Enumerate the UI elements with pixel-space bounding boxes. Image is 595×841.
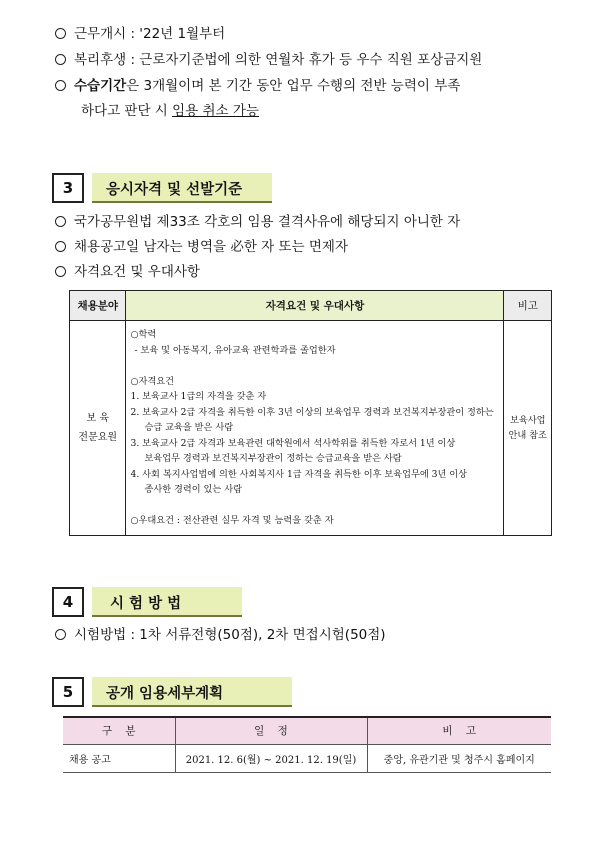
bullet-disqualification: 국가공무원법 제33조 각호의 임용 결격사유에 해당되지 아니한 자 xyxy=(55,213,460,231)
section-3-header xyxy=(52,173,272,203)
circle-bullet-icon xyxy=(55,28,66,39)
circle-bullet-icon xyxy=(55,241,66,252)
section-number: 3 xyxy=(52,173,84,203)
header-note: 비고 xyxy=(504,291,552,321)
bullet-probation: 수습기간은 3개월이며 본 기간 동안 업무 수행의 전반 능력이 부족 xyxy=(55,77,460,95)
section-title: 응시자격 및 선발기준 xyxy=(106,182,243,198)
header-requirements: 자격요건 및 우대사항 xyxy=(126,291,504,321)
circle-bullet-icon xyxy=(55,629,66,640)
section-4-header xyxy=(52,587,252,617)
schedule-table xyxy=(63,716,551,773)
circle-bullet-icon xyxy=(55,54,66,65)
header-field: 채용분야 xyxy=(70,291,126,321)
bullet-welfare: 복리후생 : 근로자기준법에 의한 연월차 휴가 등 우수 직원 포상금지원 xyxy=(55,51,482,69)
table-header-row xyxy=(63,717,551,744)
section-5-header xyxy=(52,677,272,707)
note-cell: 보육사업 안내 참조 xyxy=(504,321,552,536)
bullet-probation-continued: 하다고 판단 시 임용 취소 가능 xyxy=(81,103,259,119)
requirements-cell: ○학력 - 보육 및 아동복지, 유아교육 관련학과를 졸업한자 ○자격요건 1. 보육교사 1급의 자격을 갖춘 자 2. 보육교사 2급 자격을 취득한 이후 3년 이상의 보육업무 경력과 보건복지부장관이 정하는 승급 교육을 받은 사람 3. 보육교사 2급 자격과 보육관련 대학원에서 석사학위를 취득한 자로서 1년 이상 보육업무 경력과 보건복지부장관이 정하는 승급교육을 받은 사람 4. 사회 복지사업법에 의한 사회복지사 1급 자격을 취득한 이후 보육업무에 3년 이상 종사한 경력이 있는 사람 ○우대요건 : 전산관련 실무 자격 및 능력을 갖춘 자 xyxy=(126,321,504,536)
header-remarks: 비 고 xyxy=(367,717,551,744)
probation-term: 수습기간 xyxy=(74,78,127,94)
bullet-exam-method: 시험방법 : 1차 서류전형(50점), 2차 면접시험(50점) xyxy=(55,626,386,644)
cancellation-note: 임용 취소 가능 xyxy=(172,103,259,119)
circle-bullet-icon xyxy=(55,80,66,91)
section-number: 5 xyxy=(52,677,84,707)
circle-bullet-icon xyxy=(55,216,66,227)
table-header-row xyxy=(70,291,552,321)
bullet-start-date: 근무개시 : '22년 1월부터 xyxy=(55,25,225,43)
bullet-qualifications: 자격요건 및 우대사항 xyxy=(55,263,200,281)
field-cell: 보 육 전문요원 xyxy=(70,321,126,536)
row-remarks: 중앙, 유관기관 및 청주시 홈페이지 xyxy=(367,744,551,772)
table-row xyxy=(63,744,551,772)
qualification-table xyxy=(69,290,552,536)
header-category: 구 분 xyxy=(63,717,175,744)
table-row xyxy=(70,321,552,536)
section-number: 4 xyxy=(52,587,84,617)
row-schedule: 2021. 12. 6(월) ~ 2021. 12. 19(일) xyxy=(175,744,367,772)
header-schedule: 일 정 xyxy=(175,717,367,744)
section-title: 시 험 방 법 xyxy=(110,596,182,612)
circle-bullet-icon xyxy=(55,266,66,277)
section-title: 공개 임용세부계획 xyxy=(106,686,224,702)
row-category: 채용 공고 xyxy=(63,744,175,772)
bullet-military: 채용공고일 남자는 병역을 必한 자 또는 면제자 xyxy=(55,238,348,256)
